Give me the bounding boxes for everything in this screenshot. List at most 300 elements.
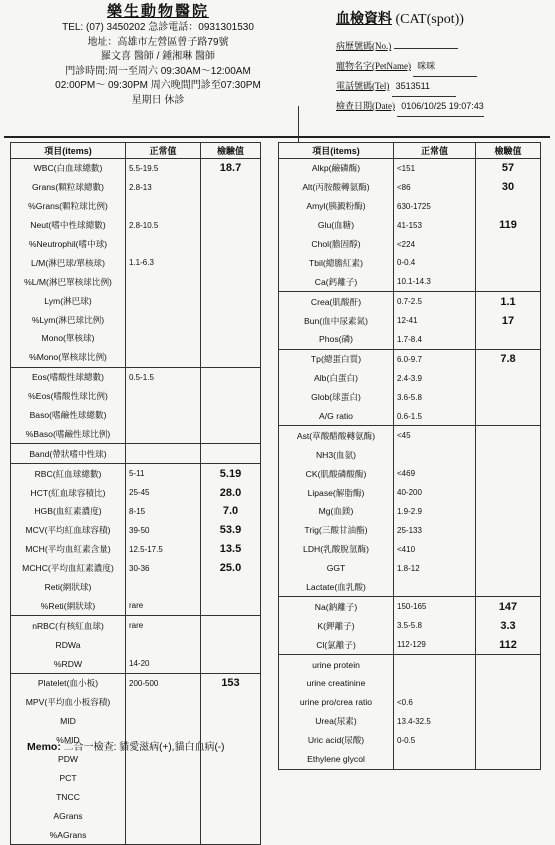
item-name: Neut(嗜中性球總數) (11, 216, 126, 235)
item-name: %Grans(顆粒球比例) (11, 197, 126, 216)
item-name: Chol(膽固醇) (279, 235, 394, 254)
clinic-hours-weekday: 門診時間:周一至周六 09:30AM～12:00AM (65, 65, 251, 77)
result-value: 5.19 (201, 464, 261, 483)
item-name: Crea(肌酸酐) (279, 292, 394, 311)
clinic-hours-evening: 02:00PM～ 09:30PM 周六晚間門診至07:30PM (55, 80, 261, 92)
normal-range: 200-500 (126, 674, 201, 693)
result-value (476, 388, 541, 407)
item-name: %Mono(單核球比例) (11, 348, 126, 367)
normal-range: 12.5-17.5 (126, 540, 201, 559)
normal-range: 3.6-5.8 (394, 388, 476, 407)
result-value (201, 348, 261, 367)
normal-range: 2.8-10.5 (126, 216, 201, 235)
table-row (11, 787, 261, 806)
table-row (279, 502, 541, 521)
item-name: %RDW (11, 654, 126, 673)
normal-range: 13.4-32.5 (394, 712, 476, 731)
item-name: PDW (11, 750, 126, 769)
table-row (11, 329, 261, 348)
normal-range: <151 (394, 159, 476, 178)
result-value (201, 444, 261, 464)
table-row (279, 426, 541, 445)
header-normal: 正常值 (394, 143, 476, 159)
item-name: Mg(血鎂) (279, 502, 394, 521)
item-name: %MID (11, 731, 126, 750)
phone-label: 電話號碼(Tel) (336, 81, 390, 91)
result-value (201, 654, 261, 673)
normal-range (126, 310, 201, 329)
result-value (201, 787, 261, 806)
result-value (201, 329, 261, 348)
table-row (279, 369, 541, 388)
normal-range (394, 655, 476, 674)
item-name: HGB(血紅素濃度) (11, 502, 126, 521)
normal-range (126, 348, 201, 367)
normal-range: 40-200 (394, 483, 476, 502)
header-normal: 正常值 (126, 143, 201, 159)
record-number-label: 病歷號碼(No.) (336, 41, 392, 51)
item-name: %Eos(嗜酸性球比例) (11, 387, 126, 406)
item-name: MPV(平均血小板容積) (11, 693, 126, 712)
normal-range: 25-45 (126, 483, 201, 502)
clinic-doctors: 羅文喜 醫師 / 鍾湘琳 醫師 (101, 51, 215, 63)
result-value (476, 712, 541, 731)
result-value (201, 825, 261, 844)
result-value (201, 712, 261, 731)
header-result: 檢驗值 (201, 143, 261, 159)
normal-range: 0.7-2.5 (394, 292, 476, 311)
normal-range (126, 291, 201, 310)
table-row (11, 387, 261, 406)
table-row (279, 235, 541, 254)
result-value: 3.3 (476, 616, 541, 635)
normal-range: rare (126, 596, 201, 615)
table-row (11, 291, 261, 310)
item-name: Na(鈉離子) (279, 597, 394, 616)
clinic-hours-sunday: 星期日 休診 (131, 94, 185, 106)
result-value: 112 (476, 635, 541, 654)
normal-range: 0.6-1.5 (394, 407, 476, 426)
item-name: Lipase(解脂酶) (279, 483, 394, 502)
normal-range (126, 387, 201, 406)
item-name: K(鉀離子) (279, 616, 394, 635)
clinic-header (38, 4, 278, 109)
result-value (476, 559, 541, 578)
result-value (476, 578, 541, 597)
result-value (201, 578, 261, 597)
result-value (201, 216, 261, 235)
item-name: MCH(平均血紅素含量) (11, 540, 126, 559)
item-name: RDWa (11, 635, 126, 654)
result-value (201, 596, 261, 615)
result-value (201, 197, 261, 216)
item-name: %Baso(嗜鹼性球比例) (11, 424, 126, 443)
memo (27, 738, 224, 753)
item-name: NH3(血氨) (279, 445, 394, 464)
table-row (279, 349, 541, 368)
table-row (279, 712, 541, 731)
item-name: WBC(白血球總數) (11, 159, 126, 178)
item-name: Alt(丙胺酸轉氨酶) (279, 178, 394, 197)
result-value (201, 693, 261, 712)
normal-range (126, 197, 201, 216)
item-name: Lym(淋巴球) (11, 291, 126, 310)
table-row (11, 559, 261, 578)
normal-range: 630-1725 (394, 197, 476, 216)
item-name: HCT(紅血球容積比) (11, 483, 126, 502)
table-row (11, 424, 261, 443)
header-items: 項目(items) (11, 143, 126, 159)
item-name: LDH(乳酸脫氫酶) (279, 540, 394, 559)
table-row (11, 406, 261, 425)
table-row (11, 521, 261, 540)
table-row (11, 693, 261, 712)
result-value (201, 235, 261, 254)
item-name: Platelet(血小板) (11, 674, 126, 693)
table-row (279, 483, 541, 502)
item-name: %Lym(淋巴球比例) (11, 310, 126, 329)
result-value (201, 272, 261, 291)
result-value: 7.0 (201, 502, 261, 521)
normal-range: 39-50 (126, 521, 201, 540)
table-row (11, 444, 261, 464)
normal-range: 2.4-3.9 (394, 369, 476, 388)
table-row (279, 635, 541, 654)
item-name: Eos(嗜酸性球總數) (11, 367, 126, 386)
result-value (476, 674, 541, 693)
normal-range (126, 806, 201, 825)
table-row (11, 310, 261, 329)
phone-row (336, 76, 546, 96)
item-name: %Neutrophil(嗜中球) (11, 235, 126, 254)
table-row (279, 407, 541, 426)
result-value (201, 616, 261, 635)
item-name: Amyl(胰澱粉酶) (279, 197, 394, 216)
result-value (201, 769, 261, 788)
result-value (201, 291, 261, 310)
table-row (279, 272, 541, 291)
table-row (11, 253, 261, 272)
result-value: 18.7 (201, 159, 261, 178)
normal-range (394, 578, 476, 597)
table-row (11, 769, 261, 788)
item-name: urine creatinine (279, 674, 394, 693)
normal-range: 0-0.4 (394, 253, 476, 272)
normal-range: 14-20 (126, 654, 201, 673)
result-value (201, 424, 261, 443)
normal-range: 25-133 (394, 521, 476, 540)
normal-range: 10.1-14.3 (394, 272, 476, 291)
normal-range: 1.7-8.4 (394, 330, 476, 349)
result-value (201, 806, 261, 825)
item-name: Ethylene glycol (279, 750, 394, 769)
item-name: RBC(紅血球總數) (11, 464, 126, 483)
item-name: Grans(顆粒球總數) (11, 178, 126, 197)
item-name: Band(帶狀嗜中性球) (11, 444, 126, 464)
result-value (476, 253, 541, 272)
result-value (201, 635, 261, 654)
result-value (476, 445, 541, 464)
clinic-tel: TEL: (07) 3450202 急診電話：0931301530 (62, 22, 254, 33)
table-row (11, 464, 261, 483)
table-row (11, 178, 261, 197)
normal-range: 0.5-1.5 (126, 367, 201, 386)
result-value (476, 464, 541, 483)
table-row (11, 502, 261, 521)
normal-range: <224 (394, 235, 476, 254)
normal-range: 0-0.5 (394, 731, 476, 750)
normal-range (126, 712, 201, 731)
record-number-row (336, 36, 546, 56)
table-row (279, 521, 541, 540)
table-row (279, 197, 541, 216)
normal-range: <45 (394, 426, 476, 445)
result-value (476, 693, 541, 712)
item-name: A/G ratio (279, 407, 394, 426)
result-value (476, 330, 541, 349)
item-name: urine pro/crea ratio (279, 693, 394, 712)
normal-range: 2.8-13 (126, 178, 201, 197)
table-row (279, 616, 541, 635)
result-value (476, 521, 541, 540)
item-name: Alkp(鹼磷酶) (279, 159, 394, 178)
normal-range: 8-15 (126, 502, 201, 521)
table-row (11, 197, 261, 216)
table-row (11, 578, 261, 597)
report-info (336, 8, 546, 116)
normal-range (126, 578, 201, 597)
result-value: 119 (476, 216, 541, 235)
item-name: MID (11, 712, 126, 731)
clinic-name: 樂生動物醫院 (106, 4, 209, 20)
table-row (11, 540, 261, 559)
item-name: Tp(總蛋白質) (279, 349, 394, 368)
normal-range: <0.6 (394, 693, 476, 712)
item-name: Trig(三酸甘油酯) (279, 521, 394, 540)
table-row (11, 712, 261, 731)
normal-range (394, 445, 476, 464)
normal-range (126, 406, 201, 425)
table-row (11, 348, 261, 367)
header-result: 檢驗值 (476, 143, 541, 159)
table-row (11, 159, 261, 178)
item-name: Glob(球蛋白) (279, 388, 394, 407)
result-value: 147 (476, 597, 541, 616)
result-value: 153 (201, 674, 261, 693)
normal-range: 5.5-19.5 (126, 159, 201, 178)
memo-label: Memo: (27, 741, 61, 753)
normal-range (126, 769, 201, 788)
phone-value: 3513511 (392, 76, 456, 97)
normal-range: rare (126, 616, 201, 635)
table-row (279, 253, 541, 272)
table-row (11, 216, 261, 235)
table-row (11, 272, 261, 291)
result-value (476, 272, 541, 291)
result-value: 57 (476, 159, 541, 178)
table-row (279, 597, 541, 616)
result-value (201, 178, 261, 197)
table-row (279, 693, 541, 712)
normal-range: 1.1-6.3 (126, 253, 201, 272)
normal-range: 12-41 (394, 311, 476, 330)
normal-range: 41-153 (394, 216, 476, 235)
normal-range (394, 674, 476, 693)
table-row (279, 540, 541, 559)
normal-range: <86 (394, 178, 476, 197)
report-title-sub: (CAT(spot)) (395, 12, 464, 27)
normal-range (126, 272, 201, 291)
date-value: 0106/10/25 19:07:43 (397, 96, 484, 117)
item-name: Ca(鈣離子) (279, 272, 394, 291)
result-value (476, 502, 541, 521)
table-row (11, 483, 261, 502)
table-row (279, 311, 541, 330)
item-name: Uric acid(尿酸) (279, 731, 394, 750)
table-header-row (11, 143, 261, 159)
result-value (201, 367, 261, 386)
pet-name-row (336, 56, 546, 76)
item-name: %L/M(淋巴單核球比例) (11, 272, 126, 291)
table-row (279, 216, 541, 235)
item-name: Bun(血中尿素氮) (279, 311, 394, 330)
result-value (476, 197, 541, 216)
item-name: urine protein (279, 655, 394, 674)
table-row (11, 635, 261, 654)
result-value (201, 387, 261, 406)
table-header-row (279, 143, 541, 159)
table-row (279, 178, 541, 197)
item-name: Mono(單核球) (11, 329, 126, 348)
item-name: Ast(草酸醋酸轉氨酶) (279, 426, 394, 445)
normal-range: 3.5-5.8 (394, 616, 476, 635)
result-value (476, 426, 541, 445)
normal-range (126, 235, 201, 254)
normal-range: <410 (394, 540, 476, 559)
table-row (279, 388, 541, 407)
result-value: 13.5 (201, 540, 261, 559)
result-value: 30 (476, 178, 541, 197)
table-row (11, 235, 261, 254)
item-name: MCV(平均紅血球容積) (11, 521, 126, 540)
result-value (201, 253, 261, 272)
chemistry-table (278, 142, 541, 770)
table-row (279, 750, 541, 769)
item-name: TNCC (11, 787, 126, 806)
report-title-main: 血檢資料 (336, 12, 392, 27)
table-row (279, 674, 541, 693)
normal-range (126, 787, 201, 806)
normal-range: 1.8-12 (394, 559, 476, 578)
item-name: Baso(嗜鹼性球總數) (11, 406, 126, 425)
table-row (11, 825, 261, 844)
table-row (279, 559, 541, 578)
result-value (476, 731, 541, 750)
table-row (11, 806, 261, 825)
item-name: CK(肌酸磷酸酶) (279, 464, 394, 483)
normal-range: 30-36 (126, 559, 201, 578)
item-name: Alb(白蛋白) (279, 369, 394, 388)
normal-range: 6.0-9.7 (394, 349, 476, 368)
item-name: Reti(網狀球) (11, 578, 126, 597)
result-value (476, 750, 541, 769)
result-value: 7.8 (476, 349, 541, 368)
record-number-value (394, 48, 458, 49)
date-label: 檢查日期(Date) (336, 101, 395, 111)
header-rule (4, 136, 550, 138)
result-value (476, 369, 541, 388)
header-items: 項目(items) (279, 143, 394, 159)
result-value: 28.0 (201, 483, 261, 502)
result-value (201, 406, 261, 425)
table-row (279, 655, 541, 674)
normal-range: 150-165 (394, 597, 476, 616)
item-name: Phos(磷) (279, 330, 394, 349)
pet-name-label: 寵物名字(PetName) (336, 61, 411, 71)
normal-range (126, 635, 201, 654)
result-value (476, 235, 541, 254)
result-value: 25.0 (201, 559, 261, 578)
normal-range (394, 750, 476, 769)
normal-range (126, 424, 201, 443)
table-row (279, 330, 541, 349)
memo-text: 二合一檢查: 貓愛滋病(+),貓白血病(-) (63, 742, 225, 753)
item-name: Lactate(血乳酸) (279, 578, 394, 597)
normal-range: 1.9-2.9 (394, 502, 476, 521)
pet-name-value: 咪咪 (413, 56, 477, 77)
item-name: L/M(淋巴球/單核球) (11, 253, 126, 272)
normal-range (126, 329, 201, 348)
result-value (476, 407, 541, 426)
result-value (476, 540, 541, 559)
item-name: MCHC(平均血紅素濃度) (11, 559, 126, 578)
item-name: AGrans (11, 806, 126, 825)
result-value: 1.1 (476, 292, 541, 311)
item-name: GGT (279, 559, 394, 578)
table-row (11, 367, 261, 386)
item-name: Glu(血糖) (279, 216, 394, 235)
result-value (476, 655, 541, 674)
table-row (11, 596, 261, 615)
result-value (201, 310, 261, 329)
table-row (279, 292, 541, 311)
table-row (279, 159, 541, 178)
normal-range: 5-11 (126, 464, 201, 483)
table-row (11, 674, 261, 693)
item-name: Cl(氯離子) (279, 635, 394, 654)
normal-range: <469 (394, 464, 476, 483)
clinic-address: 地址：高雄市左營區曾子路79號 (87, 36, 229, 48)
item-name: %Reti(網狀球) (11, 596, 126, 615)
normal-range (126, 693, 201, 712)
table-row (279, 445, 541, 464)
table-row (11, 654, 261, 673)
normal-range: 112-129 (394, 635, 476, 654)
result-value: 53.9 (201, 521, 261, 540)
item-name: %AGrans (11, 825, 126, 844)
table-row (11, 616, 261, 635)
normal-range (126, 825, 201, 844)
normal-range (126, 444, 201, 464)
table-row (279, 464, 541, 483)
item-name: nRBC(有核紅血球) (11, 616, 126, 635)
result-value (476, 483, 541, 502)
date-row (336, 96, 546, 116)
table-row (279, 731, 541, 750)
table-row (279, 578, 541, 597)
item-name: Urea(尿素) (279, 712, 394, 731)
report-title (336, 8, 546, 28)
